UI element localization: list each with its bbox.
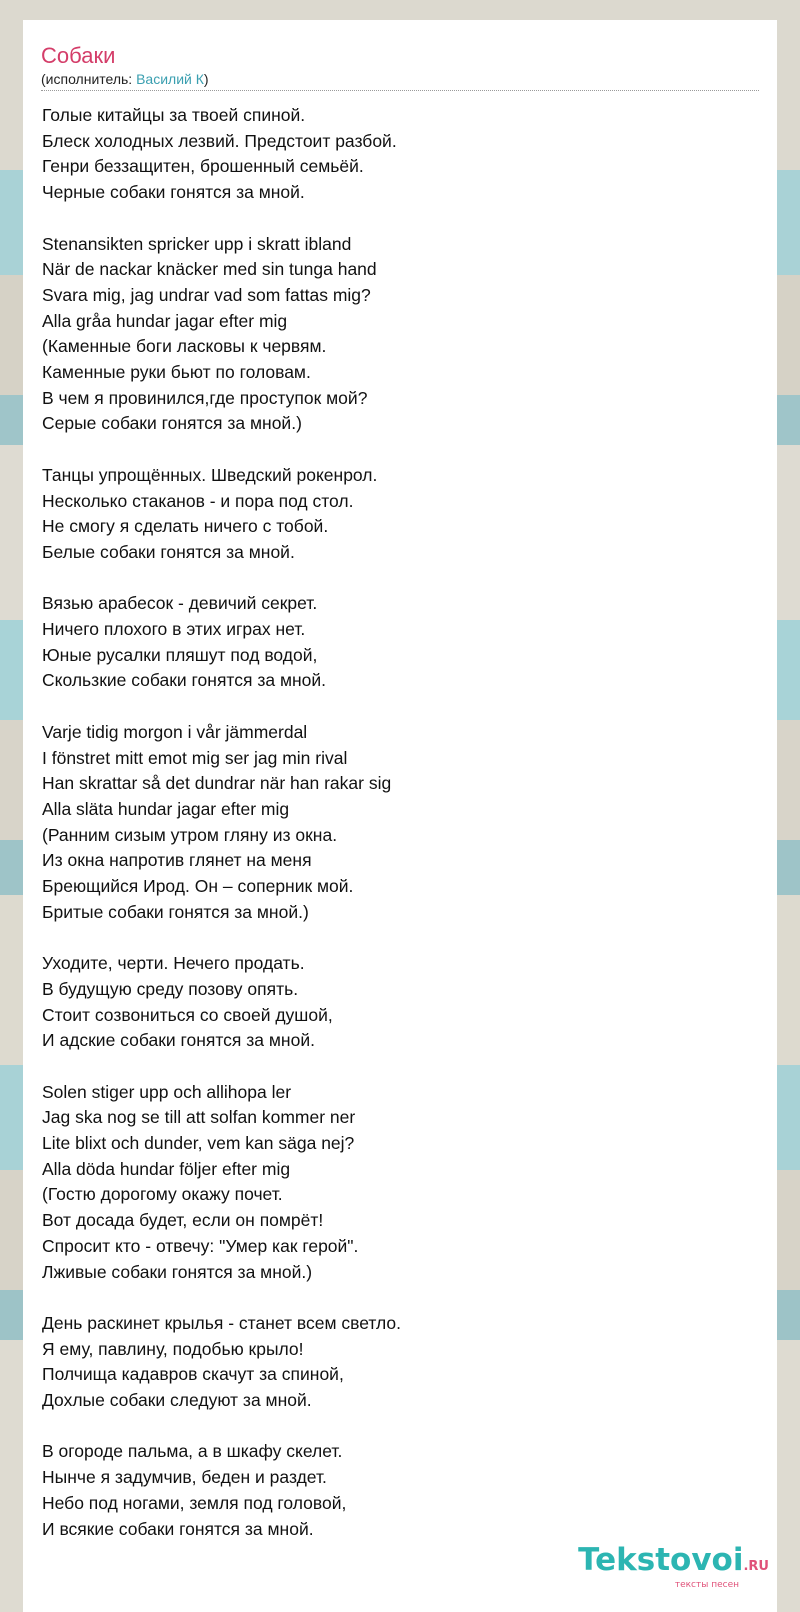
lyric-line: Небо под ногами, земля под головой, <box>42 1492 347 1513</box>
lyric-line: (Каменные боги ласковы к червям. <box>42 336 327 357</box>
lyric-line: Бреющийся Ирод. Он – соперник мой. <box>42 876 354 897</box>
artist-prefix: (исполнитель: <box>41 71 137 87</box>
lyric-line: Юные русалки пляшут под водой, <box>42 644 318 665</box>
lyrics-stanza <box>42 951 762 1054</box>
lyric-line: Уходите, черти. Нечего продать. <box>42 953 305 974</box>
lyric-line: Спросит кто - отвечу: "Умер как герой". <box>42 1235 359 1256</box>
lyric-line: Varje tidig morgon i vår jämmerdal <box>42 721 308 742</box>
lyric-line: В будущую среду позову опять. <box>42 978 299 999</box>
lyric-line: Стоит созвониться со своей душой, <box>42 1004 333 1025</box>
lyric-line: Блеск холодных лезвий. Предстоит разбой. <box>42 130 397 151</box>
artist-link[interactable]: Василий К <box>136 71 204 87</box>
lyric-line: Белые собаки гонятся за мной. <box>42 541 295 562</box>
lyric-line: Вязью арабесок - девичий секрет. <box>42 593 318 614</box>
lyric-line: Я ему, павлину, подобью крыло! <box>42 1338 304 1359</box>
lyric-line: И адские собаки гонятся за мной. <box>42 1030 315 1051</box>
lyric-line: Генри беззащитен, брошенный семьёй. <box>42 156 364 177</box>
lyric-line: Solen stiger upp och allihopa ler <box>42 1081 292 1102</box>
lyric-line: Alla döda hundar följer efter mig <box>42 1158 291 1179</box>
lyric-line: (Гостю дорогому окажу почет. <box>42 1184 283 1205</box>
lyrics-stanza <box>42 103 762 206</box>
lyric-line: Ничего плохого в этих играх нет. <box>42 619 306 640</box>
lyric-line: (Ранним сизым утром гляну из окна. <box>42 824 338 845</box>
lyric-line: Из окна напротив глянет на меня <box>42 850 312 871</box>
content-sheet <box>23 20 777 1612</box>
song-title: Собаки <box>41 43 116 68</box>
lyric-line: När de nackar knäcker med sin tunga hand <box>42 259 377 280</box>
lyrics-stanza <box>42 720 762 926</box>
lyric-line: Скользкие собаки гонятся за мной. <box>42 670 327 691</box>
logo-tagline: тексты песен <box>674 1580 739 1590</box>
logo-name: Tekstovoi <box>578 1542 744 1578</box>
song-header <box>41 42 759 88</box>
lyric-line: Голые китайцы за твоей спиной. <box>42 105 306 125</box>
lyric-line: Alla släta hundar jagar efter mig <box>42 798 290 819</box>
lyric-line: Танцы упрощённых. Шведский рокенрол. <box>42 464 378 485</box>
lyric-line: Alla gråa hundar jagar efter mig <box>42 310 288 331</box>
lyric-line: Вот досада будет, если он помрёт! <box>42 1210 324 1231</box>
lyrics-stanza <box>42 232 762 438</box>
lyrics-stanza <box>42 463 762 566</box>
lyrics-body <box>42 103 762 1568</box>
lyric-line: Лживые собаки гонятся за мной.) <box>42 1261 313 1282</box>
lyric-line: Каменные руки бьют по головам. <box>42 362 311 383</box>
lyrics-stanza <box>42 1311 762 1414</box>
lyric-line: Дохлые собаки следуют за мной. <box>42 1390 312 1411</box>
lyric-line: Svara mig, jag undrar vad som fattas mig? <box>42 284 371 305</box>
lyric-line: День раскинет крылья - станет всем светло. <box>42 1312 401 1333</box>
lyric-line: Lite blixt och dunder, vem kan säga nej? <box>42 1133 355 1154</box>
site-logo[interactable] <box>578 1544 769 1590</box>
lyric-line: Полчища кадавров скачут за спиной, <box>42 1364 344 1385</box>
artist-suffix: ) <box>203 71 209 87</box>
logo-tld: .RU <box>743 1559 769 1574</box>
lyric-line: Бритые собаки гонятся за мной.) <box>42 901 309 922</box>
lyric-line: Серые собаки гонятся за мной.) <box>42 413 302 434</box>
lyric-line: Несколько стаканов - и пора под стол. <box>42 490 354 511</box>
lyric-line: Stenansikten spricker upp i skratt ibland <box>42 233 352 254</box>
lyric-line: I fönstret mitt emot mig ser jag min rival <box>42 747 348 768</box>
lyrics-stanza <box>42 591 762 694</box>
lyrics-stanza <box>42 1439 762 1542</box>
lyric-line: И всякие собаки гонятся за мной. <box>42 1518 314 1539</box>
lyric-line: Нынче я задумчив, беден и раздет. <box>42 1467 327 1488</box>
lyric-line: Не смогу я сделать ничего с тобой. <box>42 516 329 537</box>
lyric-line: Jag ska nog se till att solfan kommer ner <box>42 1107 356 1128</box>
lyric-line: Han skrattar så det dundrar när han rakar sig <box>42 773 392 794</box>
header-divider <box>41 90 759 91</box>
lyrics-stanza <box>42 1080 762 1286</box>
lyric-line: В огороде пальма, а в шкафу скелет. <box>42 1441 343 1462</box>
lyric-line: Черные собаки гонятся за мной. <box>42 182 305 203</box>
artist-line <box>41 70 759 88</box>
lyric-line: В чем я провинился,где проступок мой? <box>42 387 368 408</box>
